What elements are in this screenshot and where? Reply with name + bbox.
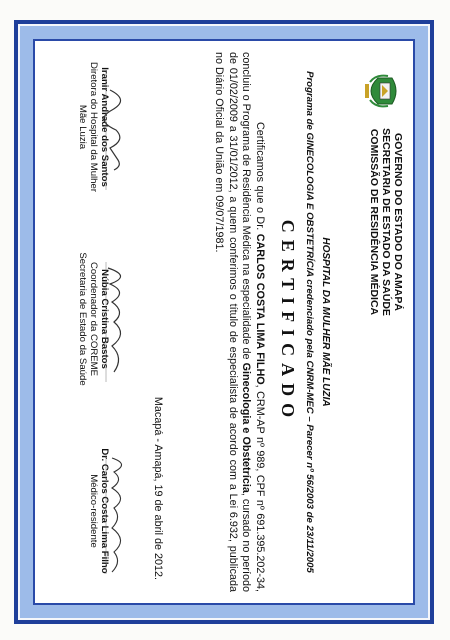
signer-role: Coordenador da COREME [88,261,99,377]
program-accreditation: Programa de GINECOLOGIA E OBSTETRÍCIA credenciado pela CNRM-MEC – Parecer nº 56/2003 de 23/11/2005 [304,71,315,573]
body-part-2: , CRM-AP nº 989, CPF nº 691.395.202-34, concluiu o Programa de Residência Médica na especialidade de [240,52,266,592]
header-line-3: COMISSÃO DE RESIDÊNCIA MÉDICA [368,128,380,316]
state-coat-of-arms-icon [362,74,402,108]
signer-role: Diretora do Hospital da Mulher [88,61,99,193]
signature-block-resident [88,436,110,586]
certificate-body [212,52,266,592]
signer-name: Iranir Andrade dos Santos [99,67,110,187]
handwritten-signature-icon [102,454,136,574]
signer-role: Médico-residente [88,474,99,548]
program-line [302,44,320,600]
signature-block-coordinator [77,244,110,394]
signature-block-director [77,52,110,202]
certificate-title: CERTIFICADO [278,219,298,425]
handwritten-signature-icon [102,70,136,190]
certificate-viewport [38,44,410,600]
header-line-2: SECRETARIA DE ESTADO DA SAÚDE [380,128,392,316]
signer-role-2: Mãe Luzia [77,104,88,150]
hospital-name: HOSPITAL DA MULHER MÃE LUZIA [320,237,331,407]
hospital-line [318,44,336,600]
body-part-1: Certificamos que o Dr. [254,122,266,234]
issue-date: Macapá - Amapá, 19 de abril de 2012. [152,396,164,580]
signer-name: Núbia Cristina Bastos [99,269,110,369]
signer-name: Dr. Carlos Costa Lima Filho [99,448,110,574]
issuer-header [368,122,404,322]
certificate-content [38,44,410,600]
handwritten-signature-icon [102,262,136,382]
header-line-1: GOVERNO DO ESTADO DO AMAPÁ [392,133,404,311]
specialty-name: Ginecologia e Obstetrícia [240,362,253,493]
signer-role-2: Secretaria de Estado da Saúde [77,252,88,386]
recipient-name: CARLOS COSTA LIMA FILHO [254,233,266,385]
body-part-3: , cursado no período de 01/02/2009 a 31/01/2012, a quem conferimos o título de especialista de acordo com a Lei 6.932, publicada no Diário Oficial da União em 09/07/1981. [213,52,253,592]
